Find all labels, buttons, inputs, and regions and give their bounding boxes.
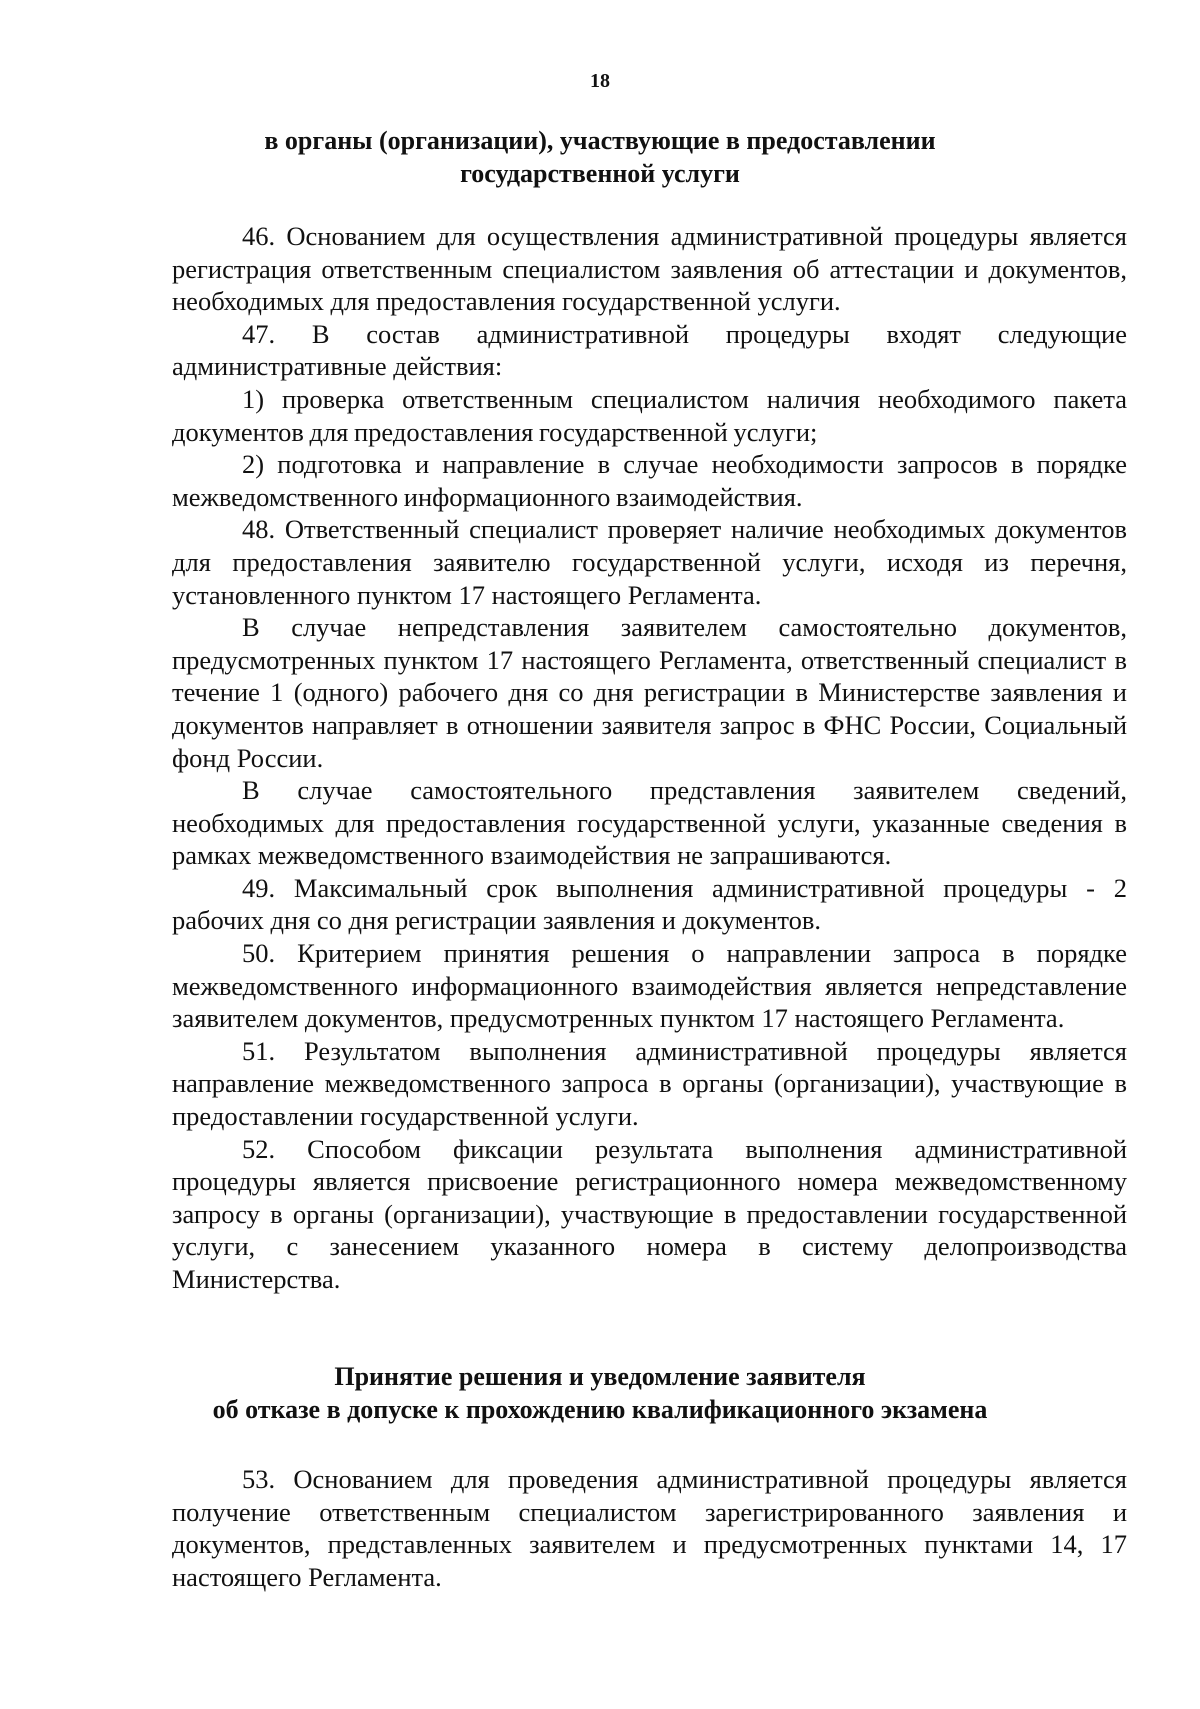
- paragraph-47: 47. В состав административной процедуры входят следующие административные действия:: [172, 318, 1127, 382]
- section-body-refusal: [172, 1463, 1127, 1593]
- heading-line: в органы (организации), участвующие в предоставлении: [264, 126, 936, 155]
- paragraph-48-missing-documents: В случае непредставления заявителем самостоятельно документов, предусмотренных пунктом 17 настоящего Регламента, ответственный специалист в течение 1 (одного) рабочего дня со дня регистрации в Министерстве заявления и документов направляет в отношении заявителя запрос в ФНС России, Социальный фонд России.: [172, 612, 1127, 773]
- heading-line: государственной услуги: [460, 159, 740, 188]
- section-heading-interagency: [0, 124, 1200, 190]
- paragraph-47-item-2: 2) подготовка и направление в случае необходимости запросов в порядке межведомственного информационного взаимодействия.: [172, 449, 1127, 512]
- paragraph-50: 50. Критерием принятия решения о направлении запроса в порядке межведомственного информационного взаимодействия является непредставление заявителем документов, предусмотренных пунктом 17 настоящего Регламента.: [172, 938, 1127, 1034]
- paragraph-47-item-1: 1) проверка ответственным специалистом наличия необходимого пакета документов для предоставления государственной услуги;: [172, 383, 1127, 447]
- heading-line: об отказе в допуске к прохождению квалификационного экзамена: [212, 1395, 988, 1424]
- paragraph-53: 53. Основанием для проведения административной процедуры является получение ответственным специалистом зарегистрированного заявления и документов, представленных заявителем и предусмотренных пунктами 14, 17 настоящего Регламента.: [172, 1464, 1127, 1592]
- paragraph-52: 52. Способом фиксации результата выполнения административной процедуры является присвоение регистрационного номера межведомственному запросу в органы (организации), участвующие в предоставлении государственной услуги, с занесением указанного номера в систему делопроизводства Министерства.: [172, 1133, 1127, 1294]
- paragraph-51: 51. Результатом выполнения административной процедуры является направление межведомственного запроса в органы (организации), участвующие в предоставлении государственной услуги.: [172, 1035, 1127, 1132]
- page-number: 18: [590, 70, 610, 92]
- section-body-interagency: [172, 220, 1127, 1296]
- paragraph-48: 48. Ответственный специалист проверяет наличие необходимых документов для предоставления заявителю государственной услуги, исходя из перечня, установленного пунктом 17 настоящего Регламента.: [172, 514, 1127, 610]
- paragraph-46: 46. Основанием для осуществления административной процедуры является регистрация ответственным специалистом заявления об аттестации и документов, необходимых для предоставления государственной услуги.: [172, 221, 1127, 317]
- section-heading-refusal: [0, 1360, 1200, 1426]
- paragraph-48-self-provided: В случае самостоятельного представления заявителем сведений, необходимых для предоставления государственной услуги, указанные сведения в рамках межведомственного взаимодействия не запрашиваются.: [172, 775, 1127, 871]
- heading-line: Принятие решения и уведомление заявителя: [334, 1362, 866, 1391]
- paragraph-49: 49. Максимальный срок выполнения административной процедуры - 2 рабочих дня со дня регистрации заявления и документов.: [172, 872, 1127, 936]
